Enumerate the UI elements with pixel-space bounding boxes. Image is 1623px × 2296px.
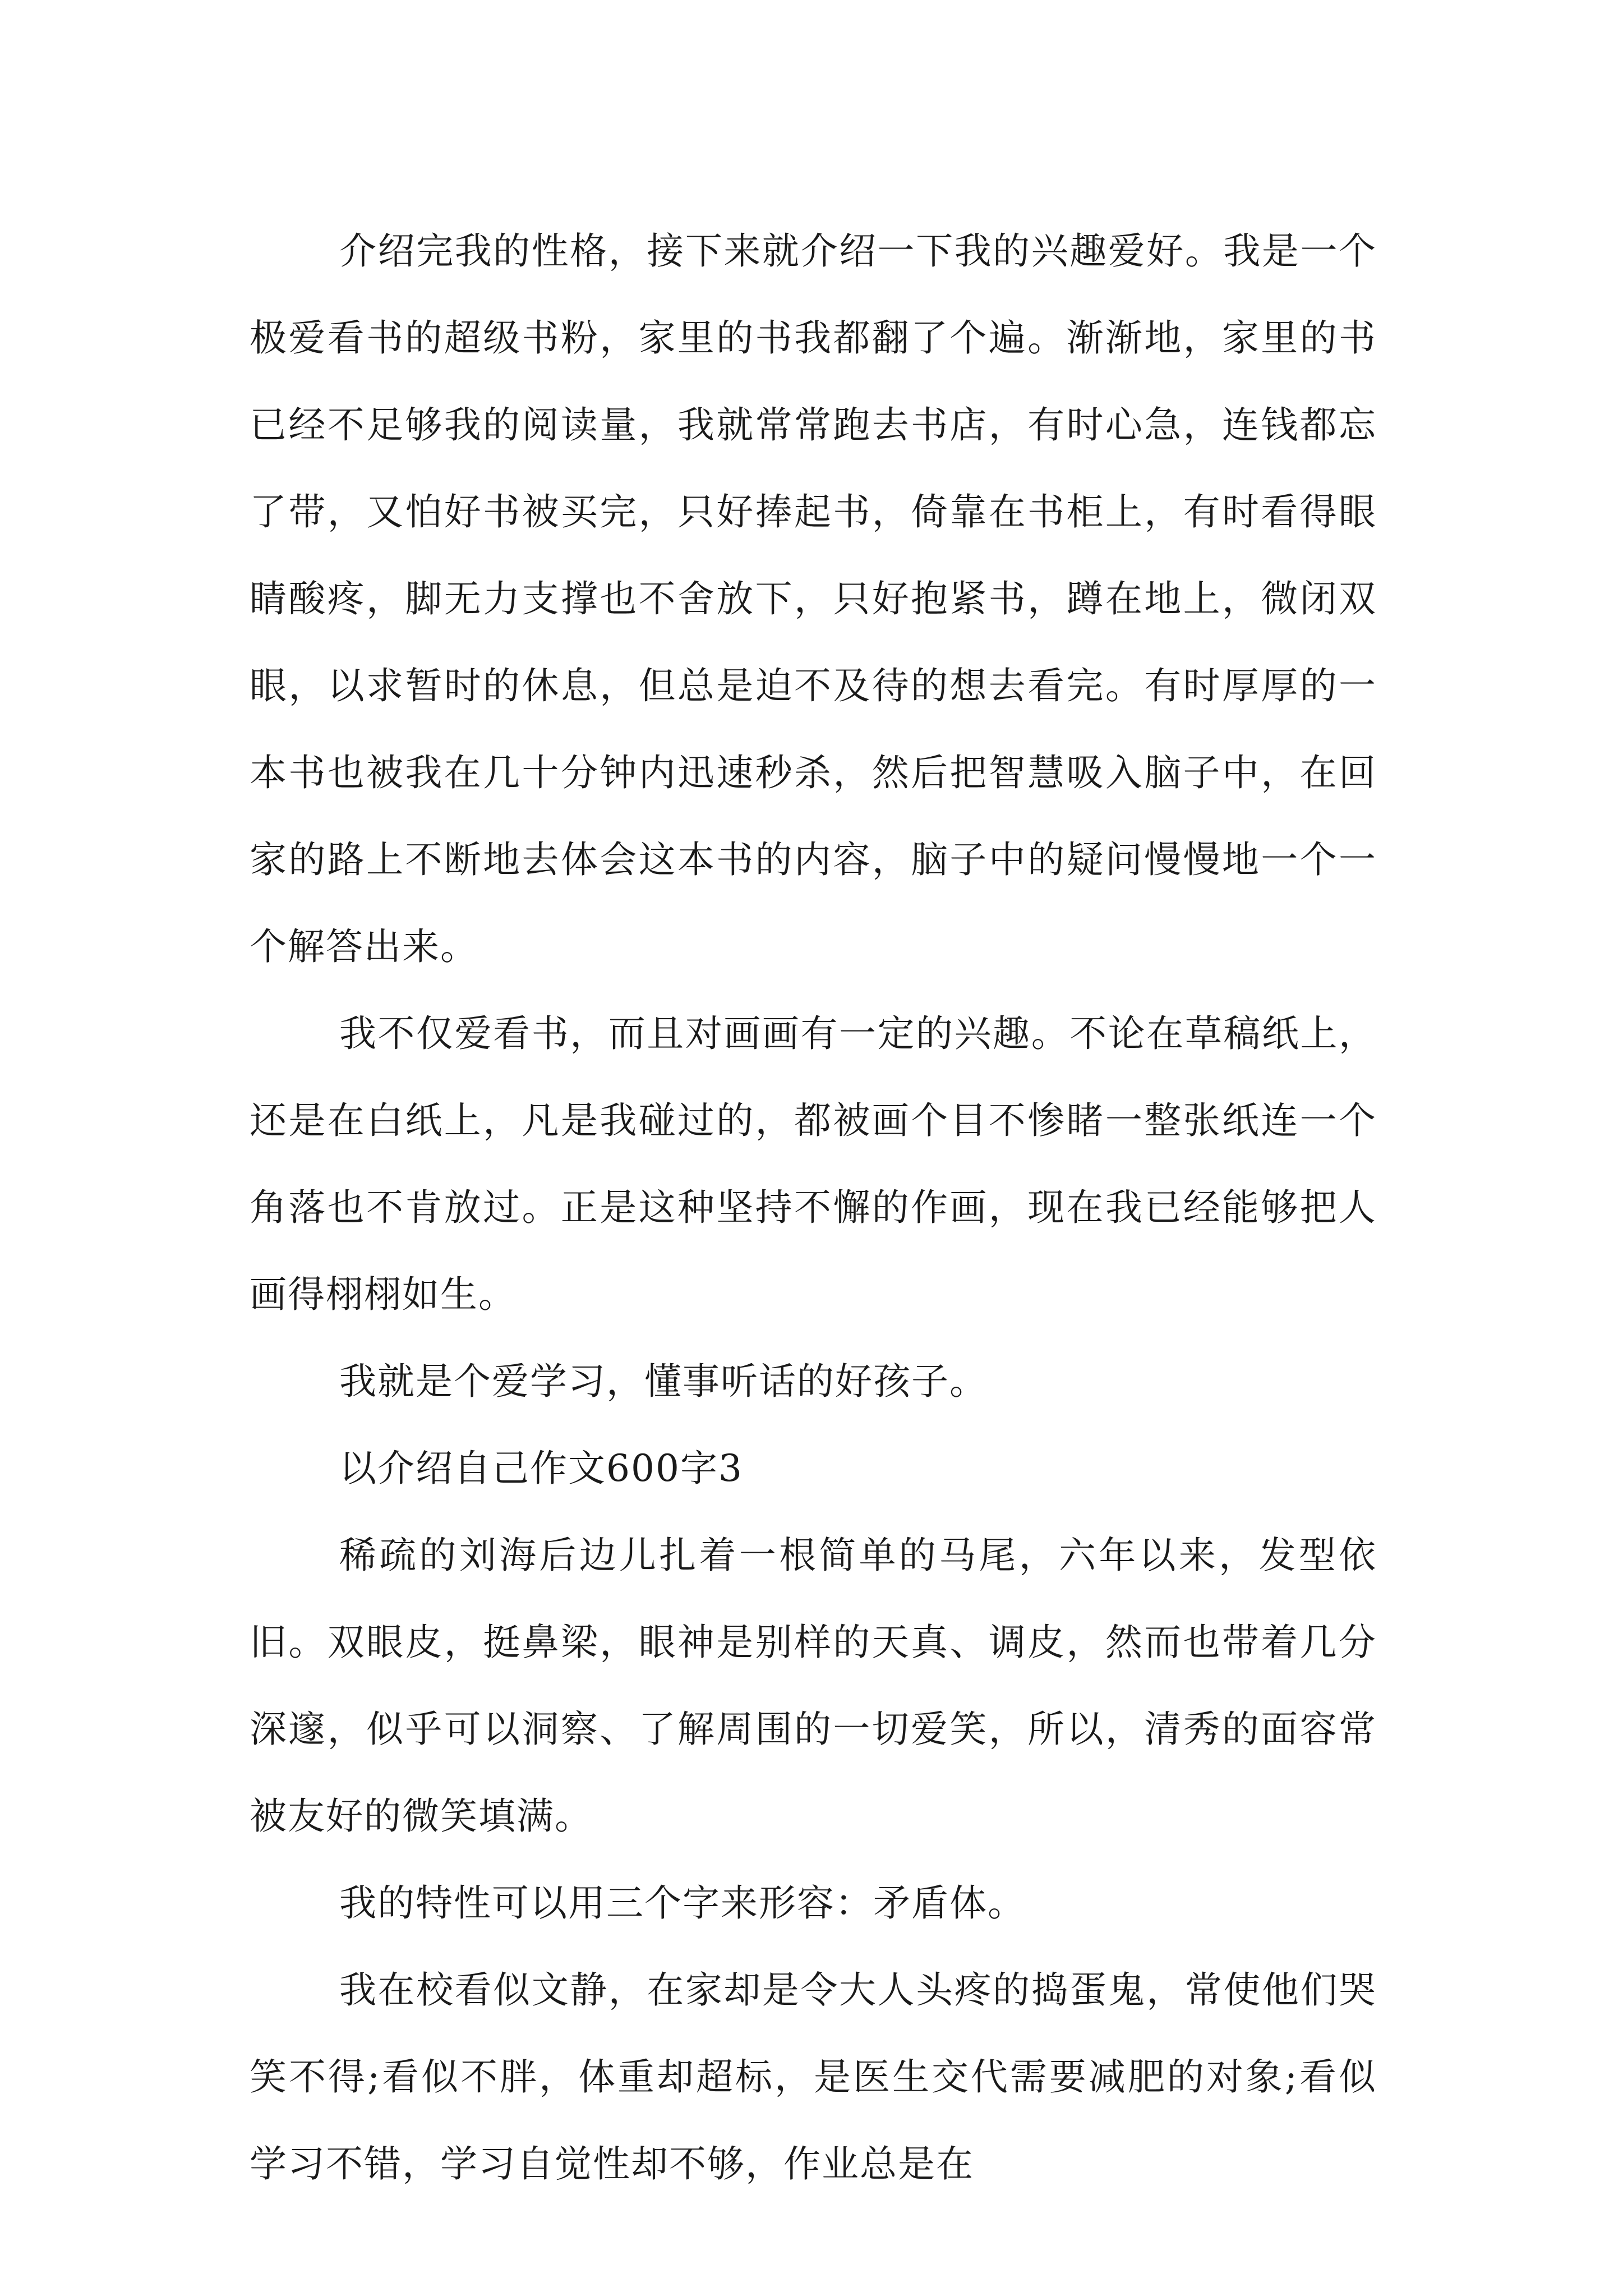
document-body (250, 208, 1377, 2207)
section-heading: 以介绍自己作文600字3 (339, 1447, 743, 1490)
paragraph-hobbies-reading: 介绍完我的性格，接下来就介绍一下我的兴趣爱好。我是一个极爱看书的超级书粉，家里的书我都翻了个遍。渐渐地，家里的书已经不足够我的阅读量，我就常常跑去书店，有时心急，连钱都忘了带，又怕好书被买完，只好捧起书，倚靠在书柜上，有时看得眼睛酸疼，脚无力支撑也不舍放下，只好抱紧书，蹲在地上，微闭双眼，以求暂时的休息，但总是迫不及待的想去看完。有时厚厚的一本书也被我在几十分钟内迅速秒杀，然后把智慧吸入脑子中，在回家的路上不断地去体会这本书的内容，脑子中的疑问慢慢地一个一个解答出来。 (250, 229, 1377, 968)
paragraph-personality: 我的特性可以用三个字来形容：矛盾体。 (339, 1881, 1026, 1925)
paragraph-hobbies-drawing: 我不仅爱看书，而且对画画有一定的兴趣。不论在草稿纸上，还是在白纸上，凡是我碰过的，都被画个目不惨睹一整张纸连一个角落也不肯放过。正是这种坚持不懈的作画，现在我已经能够把人画得栩栩如生。 (250, 1012, 1377, 1316)
paragraph-appearance: 稀疏的刘海后边儿扎着一根简单的马尾，六年以来，发型依旧。双眼皮，挺鼻梁，眼神是别样的天真、调皮，然而也带着几分深邃，似乎可以洞察、了解周围的一切爱笑，所以，清秀的面容常被友好的微笑填满。 (250, 1534, 1377, 1838)
paragraph-contradictions: 我在校看似文静，在家却是令大人头疼的捣蛋鬼，常使他们哭笑不得;看似不胖，体重却超标，是医生交代需要减肥的对象;看似学习不错，学习自觉性却不够，作业总是在 (250, 1968, 1377, 2185)
paragraph-summary: 我就是个爱学习，懂事听话的好孩子。 (339, 1360, 988, 1403)
